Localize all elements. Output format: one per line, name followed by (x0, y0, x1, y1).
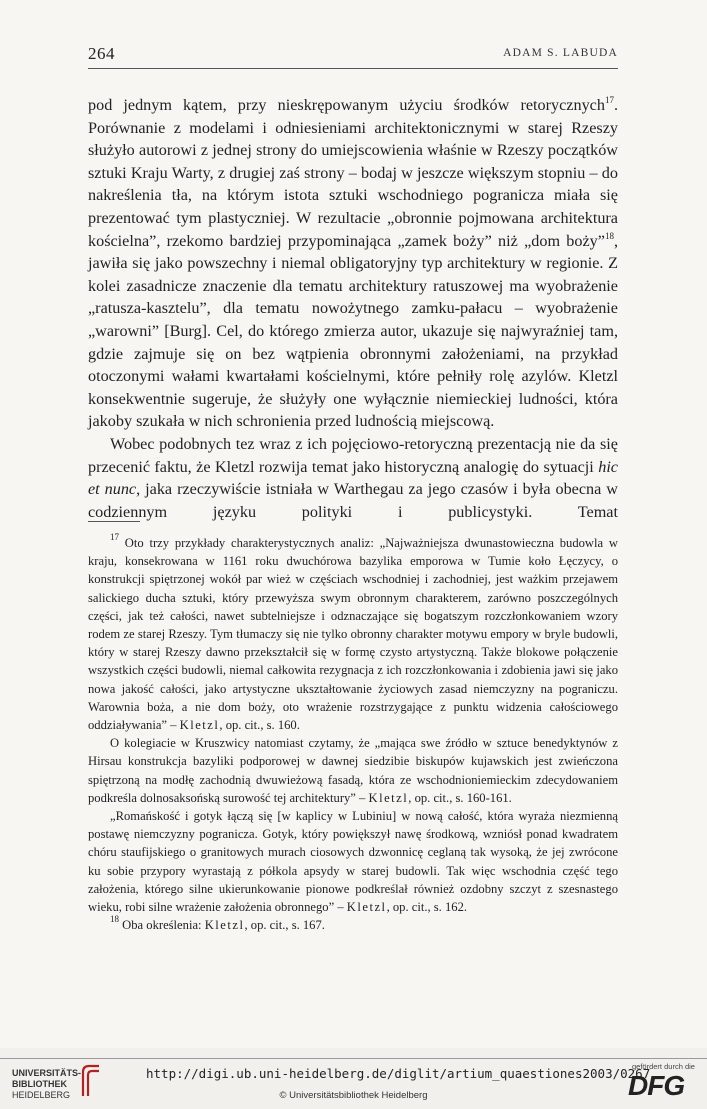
footnote-ref-18[interactable]: 18 (604, 230, 614, 241)
running-head-author: ADAM S. LABUDA (503, 47, 618, 59)
dfg-logo[interactable]: DFG (628, 1070, 685, 1101)
footnote-ref-17[interactable]: 17 (604, 95, 614, 105)
latin-phrase: hic et nunc (88, 457, 618, 499)
page-number: 264 (88, 44, 115, 63)
author-name: Kletzl (346, 900, 387, 915)
library-logo[interactable]: UNIVERSITÄTS- BIBLIOTHEK HEIDELBERG (12, 1068, 82, 1100)
running-header (88, 44, 618, 64)
footnote-rule (88, 521, 140, 522)
paragraph-1: pod jednym kątem, przy nieskrępowanym użyciu środków retorycznych$^{17}$. Porównanie z modelami i odniesieniami architektonicznymi w starej Rzeszy służyło autorowi z jednej strony do umiejscowienia właśnie w Rzeszy początków sztuki Kraju Warty, z drugiej zaś strony – bodaj w jeszcze większym stopniu – do nakreślenia tła, na którym istota sztuki wschodniego pogranicza miała się prezentować tym plastyczniej. W rezultacie „obronnie pojmowana architektura kościelna”, rzekomo bardziej przypominająca „zamek boży” niż „dom boży”$^{18}$, jawiła się jako powszechny i niemal obligatoryjny typ architektury w regionie. Z kolei zasadnicze znaczenie dla tematu architektury ratuszowej ma wyobrażenie „ratusza-kasztelu”, dla tematu nowożytnego zamku-pałacu – wyobrażenie „warowni” [Burg]. Cel, do którego zmierza autor, ukazuje się najwyraźniej tam, gdzie zajmuje się on bez wątpienia obronnymi założeniami, na przykład otoczonymi wałami kwartałami kościelnymi, które pełniły rolę azylów. Kletzl konsekwentnie sugeruje, że służyły one wyłącznie niemieckiej ludności, która jakoby szukała w nich schronienia przed ludnością miejscową. (88, 95, 618, 431)
copyright-notice: © Universitätsbibliothek Heidelberg (279, 1090, 428, 1101)
footnote-17: $^{17}$ Oto trzy przykłady charakterystycznych analiz: „Najważniejsza dwunastowieczna budowla w kraju, konsekrowana w 1161 roku dwuchórowa bazylika emporowa w Tumie koło Łęczycy, o konstrukcji spiętrzonej wokół par wież w częściach wschodniej i zachodniej, jest ważkim przejawem salickiego ducha sztuki, który przewyższa swym obronnym charakterem, zarówno poszczególnych części, jak też całości, nawet subtelniejsze i odznaczające się bogatszym rozczłonkowaniem wzory rodem ze starej Rzeszy. Tym tłumaczy się nie tylko obronny charakter motywu empory w bryle budowli, który w starej Rzeszy dawno przekształcił się w formę czysto artystyczną. Także blokowe połączenie wszystkich części budowli, niemal całkowita rezygnacja z ich rozczłonkowania i zdobienia jawi się jako nowa jakość całości, jako artystyczne ukształtowanie życiowych zasad niemczyzny na pograniczu. Warownia boża, a nie dom boży, oto wrażenie rozstrzygające z punktu widzenia całościowego oddziaływania” – Kletzl, op. cit., s. 160. (88, 532, 618, 733)
author-name: Kletzl (179, 718, 220, 733)
header-rule (88, 68, 618, 69)
footnote-number-18: 18 (110, 914, 119, 925)
paragraph-2: Wobec podobnych tez wraz z ich pojęciowo-retoryczną prezentacją nie da się przecenić faktu, że Kletzl rozwija temat jako historyczną analogię do sytuacji hic et nunc, jaka rzeczywiście istniała w Warthegau za jego czasów i była obecna w codziennym języku polityki i publicystyki. Temat (88, 434, 618, 521)
main-text (88, 94, 618, 523)
footnote-number-17: 17 (110, 532, 119, 542)
author-name: Kletzl (368, 790, 409, 805)
author-name: Kletzl (204, 918, 245, 933)
funder-note: gefördert durch die (632, 1062, 695, 1071)
footnote-18: $^{18}$ Oba określenia: Kletzl, op. cit., s. 167. (110, 914, 325, 933)
footnotes (88, 534, 618, 934)
permalink-url[interactable]: http://digi.ub.uni-heidelberg.de/diglit/artium_quaestiones2003/0267 (146, 1066, 651, 1081)
footnote-17-lubin: „Romańskość i gotyk łączą się [w kaplicy w Lubiniu] w nową całość, która wyraża niezmienną postawę niemczyzny pogranicza. Gotyk, który powiększył nawę środkową, wzniósł ponad kwadratem chóru staufijskiego o granitowych murach ciosowych dzwonnicę ceglaną tak wysoką, że jej zwrócone ku sobie przypory wyrastają z półkola apsydy w starej budowli. Tak więc wschodnia część tego założenia, którego silne ukierunkowanie pionowe podkreślał również ozdobny szczyt z szesnastego wieku, robi silne wrażenie założenia obronnego” – Kletzl, op. cit., s. 162. (88, 809, 618, 915)
footer-divider (0, 1058, 707, 1059)
footnote-17-kruszwica: O kolegiacie w Kruszwicy natomiast czytamy, że „mająca swe źródło w sztuce benedyktynów z Hirsau konstrukcja bazyliki podporowej w dawnej siedzibie biskupów kujawskich jest zwieńczona spiętrzoną na modłę zachodnią dwuwieżową fasadą, która ze wschodnioniemieckim zdecydowaniem podkreśla dolnosaksońską surowość tej architektury” – Kletzl, op. cit., s. 160-161. (88, 736, 618, 805)
